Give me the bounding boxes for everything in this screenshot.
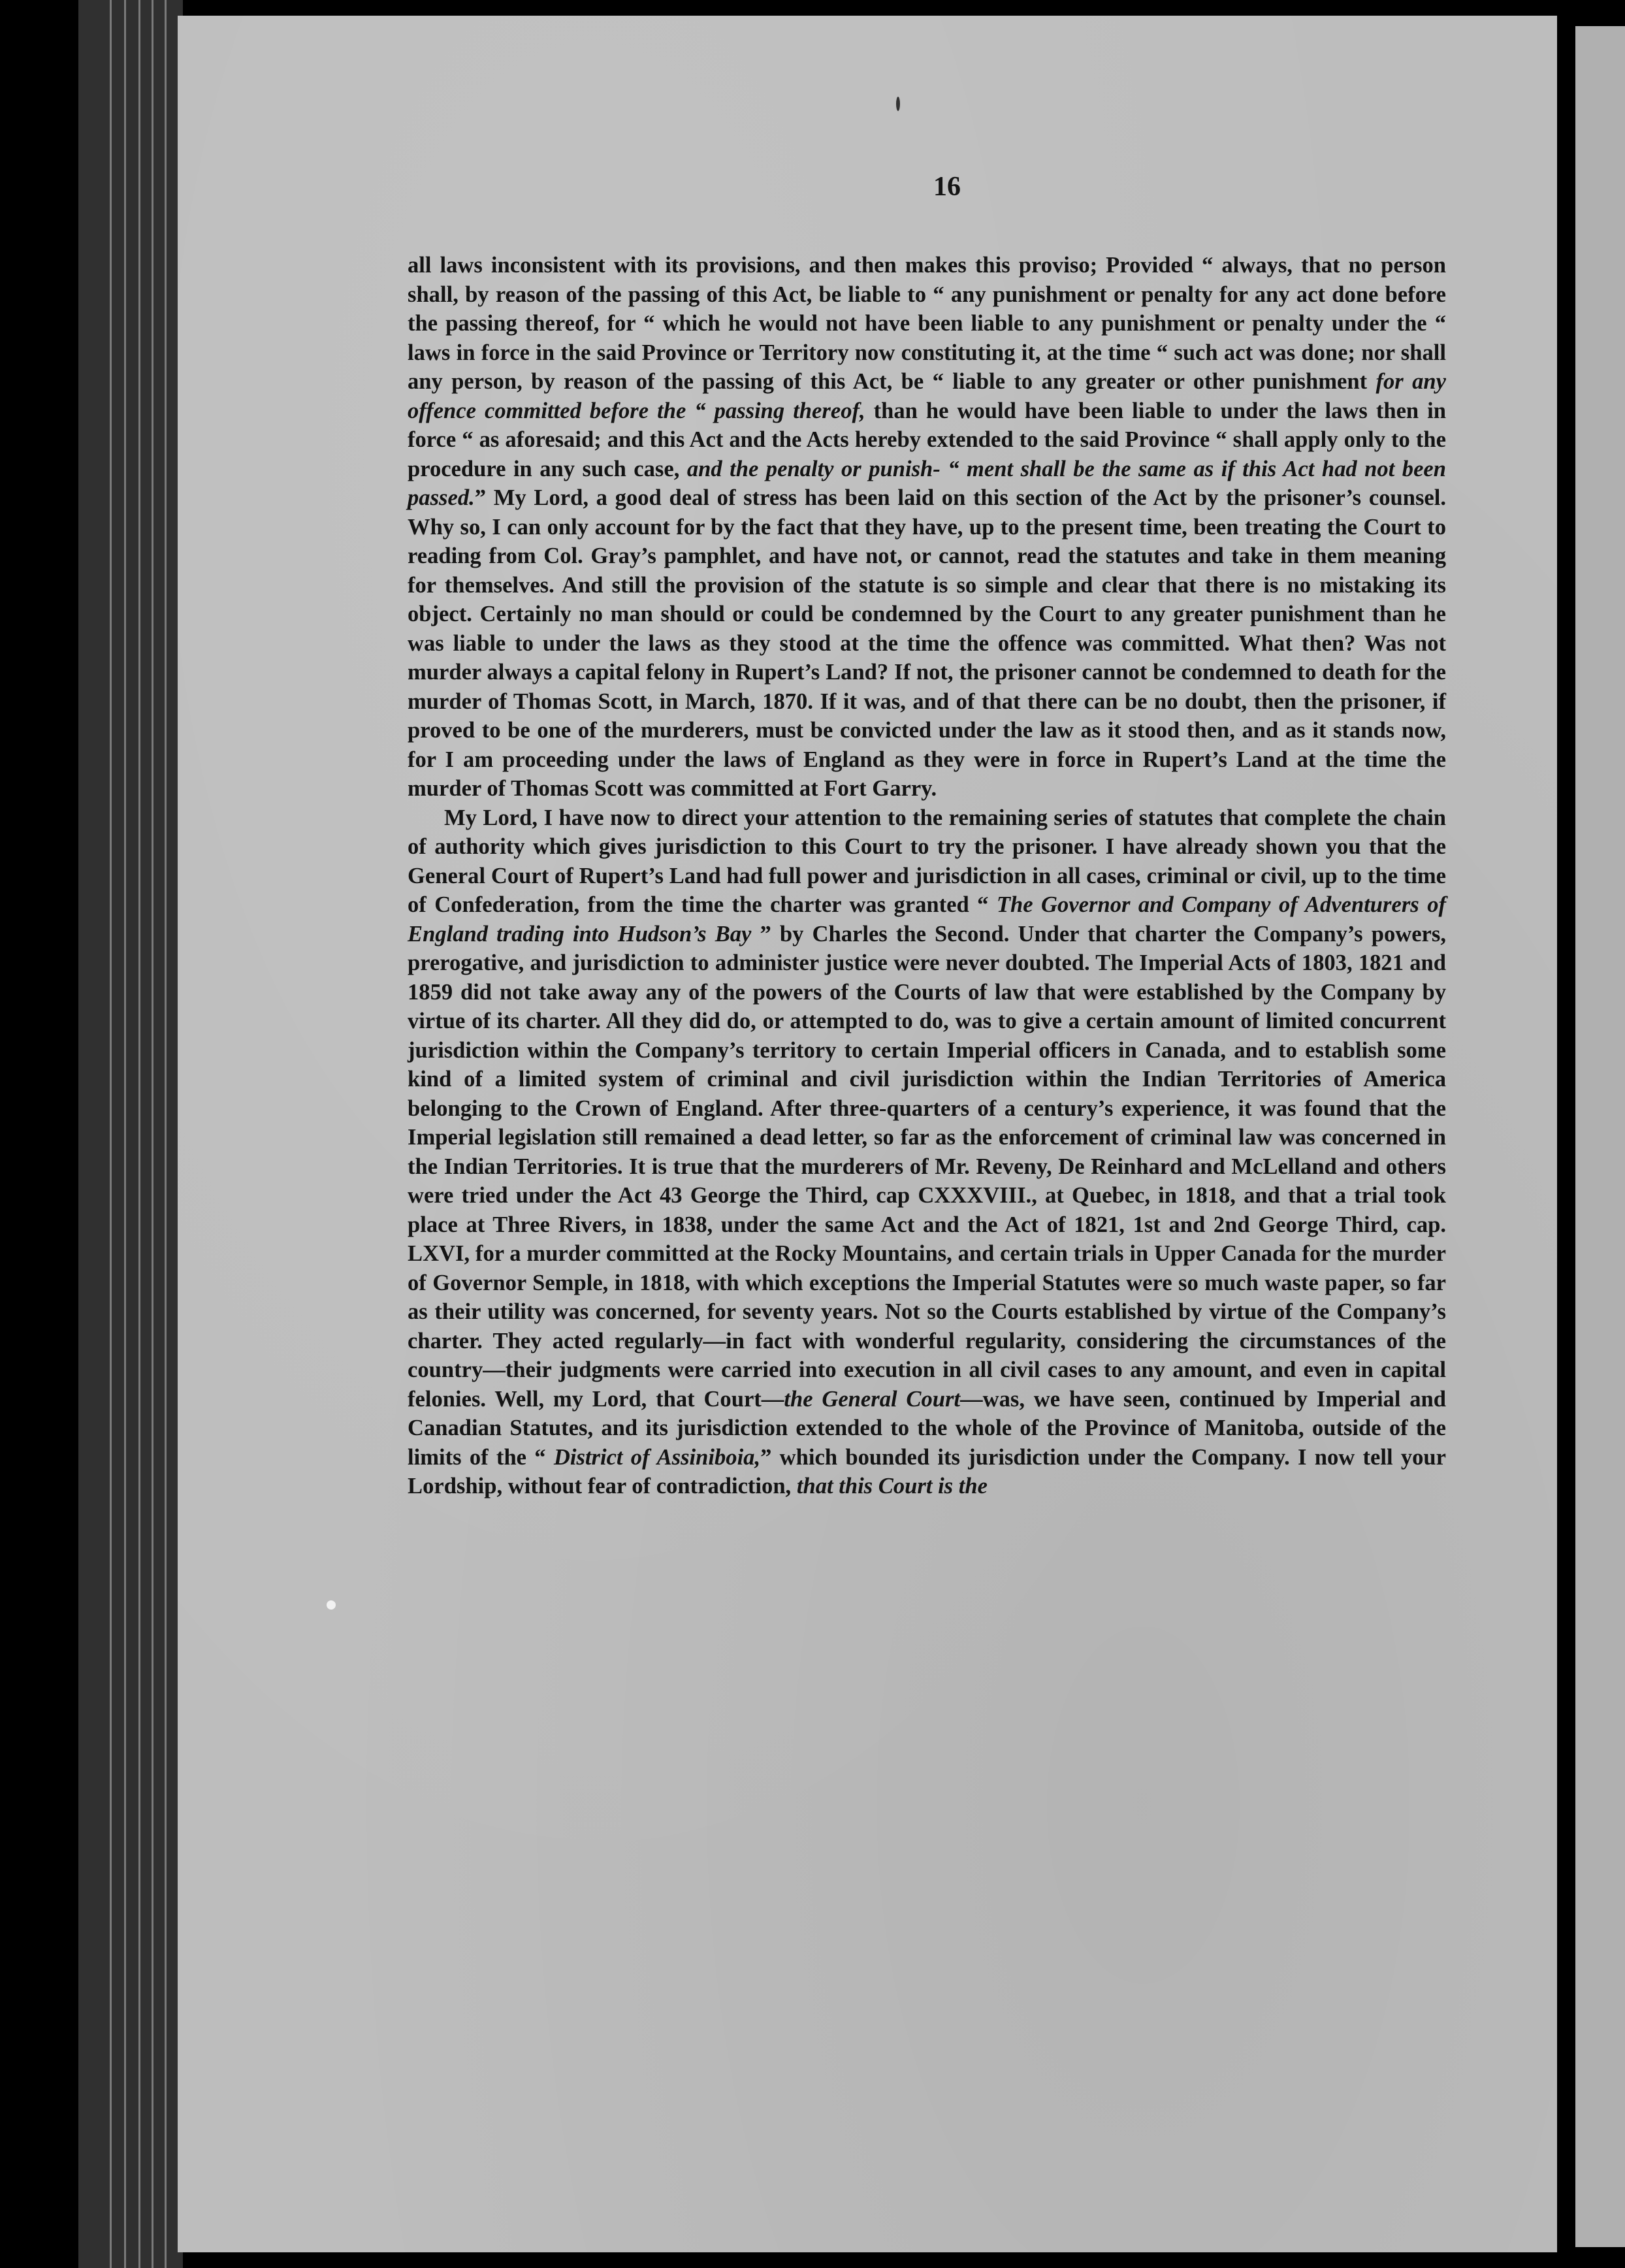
book-block-edge: [78, 0, 183, 2268]
italic-text-run: the General Court: [784, 1386, 961, 1412]
italic-text-run: for any offence committed before the “ passing thereof,: [408, 369, 1446, 423]
page-edge-line: [138, 0, 140, 2268]
italic-text-run: The Governor and Company of Adventurers of England trading into Hudson’s Bay: [408, 892, 1447, 947]
italic-text-run: District of Assiniboia,: [553, 1444, 761, 1470]
italic-text-run: that this Court is the: [796, 1474, 988, 1498]
paragraph: [408, 803, 1446, 1501]
page-edge-line: [124, 0, 126, 2268]
page-edge-line: [110, 0, 112, 2268]
text-run: My Lord, I have now to direct your attention to the remaining series of statutes that complete the chain of authority which gives jurisdiction to this Court to try the prisoner. I have already shown you that the General Court of Rupert’s Land had full power and jurisdiction in all cases, criminal or civil, up to the time of Confederation, from the time the charter was granted “: [408, 805, 1446, 917]
page-number: 16: [933, 172, 961, 202]
text-run: ” by Charles the Second. Under that charter the Company’s powers, prerogative, and jurisdiction to administer justice were never doubted. The Imperial Acts of 1803, 1821 and 1859 did not take away any of the powers of the Courts of law that were established by the Company by virtue of its charter. All they did do, or attempted to do, was to give a certain amount of limited concurrent jurisdiction within the Company’s territory to certain Imperial officers in Canada, and to establish some kind of a limited system of criminal and civil jurisdiction within the Indian Territories of America belonging to the Crown of England. After three-quarters of a century’s experience, it was found that the Imperial legislation still remained a dead letter, so far as the enforcement of criminal law was concerned in the Indian Territories. It is true that the murderers of Mr. Reveny, De Reinhard and McLelland and others were tried under the Act 43 George the Third, cap CXXXVIII., at Quebec, in 1818, and that a trial took place at Three Rivers, in 1838, under the same Act and the Act of 1821, 1st and 2nd George Third, cap. LXVI, for a murder committed at the Rocky Mountains, and certain trials in Upper Canada for the murder of Governor Semple, in 1818, with which exceptions the Imperial Statutes were so much waste paper, so far as their utility was concerned, for seventy years. Not so the Courts established by virtue of the Company’s charter. They acted regularly—in fact with wonderful regularity, considering the circumstances of the country—their judgments were carried into execution in all civil cases to any amount, and even in capital felonies. Well, my Lord, that Court—: [408, 921, 1446, 1412]
paper-speck: [327, 1600, 336, 1610]
text-run: ” My Lord, a good deal of stress has been laid on this section of the Act by the prisoner’s counsel. Why so, I can only account for by the fact that they have, up to the present time, been treating the Court to reading from Col. Gray’s pamphlet, and have not, or cannot, read the statutes and take in them meaning for themselves. And still the provision of the statute is so simple and clear that there is no mistaking its object. Certainly no man should or could be condemned by the Court to any greater punishment than he was liable to under the laws as they stood at the time the offence was committed. What then? Was not murder always a capital felony in Rupert’s Land? If not, the prisoner cannot be condemned to death for the murder of Thomas Scott, in March, 1870. If it was, and of that there can be no doubt, then the prisoner, if proved to be one of the murderers, must be convicted under the law as it stood then, and as it stands now, for I am proceeding under the laws of England as they were in force in Rupert’s Land at the time the murder of Thomas Scott was committed at Fort Garry.: [408, 485, 1446, 801]
text-run: than he would have been liable to under the laws then in force “ as aforesaid; and this Act and the Acts hereby extended to the said Province “ shall apply only to the procedure in any such case,: [408, 398, 1446, 481]
paragraph: [408, 251, 1446, 803]
page-edge-line: [165, 0, 167, 2268]
next-page-sliver: [1575, 26, 1625, 2247]
italic-text-run: and the penalty or punish- “ ment shall be the same as if this Act had not been passed.: [408, 456, 1446, 510]
text-run: all laws inconsistent with its provisions, and then makes this proviso; Provided “ always, that no person shall, by reason of the passing of this Act, be liable to “ any punishment or penalty for any act done before the passing thereof, for “ which he would not have been liable to any punishment or penalty under the “ laws in force in the said Province or Territory now constituting it, at the time “ such act was done; nor shall any person, by reason of the passing of this Act, be “ liable to any greater or other punishment: [408, 253, 1446, 394]
text-run: ” which bounded its jurisdiction under the Company. I now tell your Lordship, without fear of contradiction,: [408, 1444, 1446, 1498]
body-text: [408, 251, 1446, 1501]
text-run: —was, we have seen, continued by Imperial and Canadian Statutes, and its jurisdiction extended to the whole of the Province of Manitoba, outside of the limits of the “: [408, 1386, 1446, 1470]
paper-speck: [896, 97, 900, 111]
page-edge-line: [152, 0, 153, 2268]
